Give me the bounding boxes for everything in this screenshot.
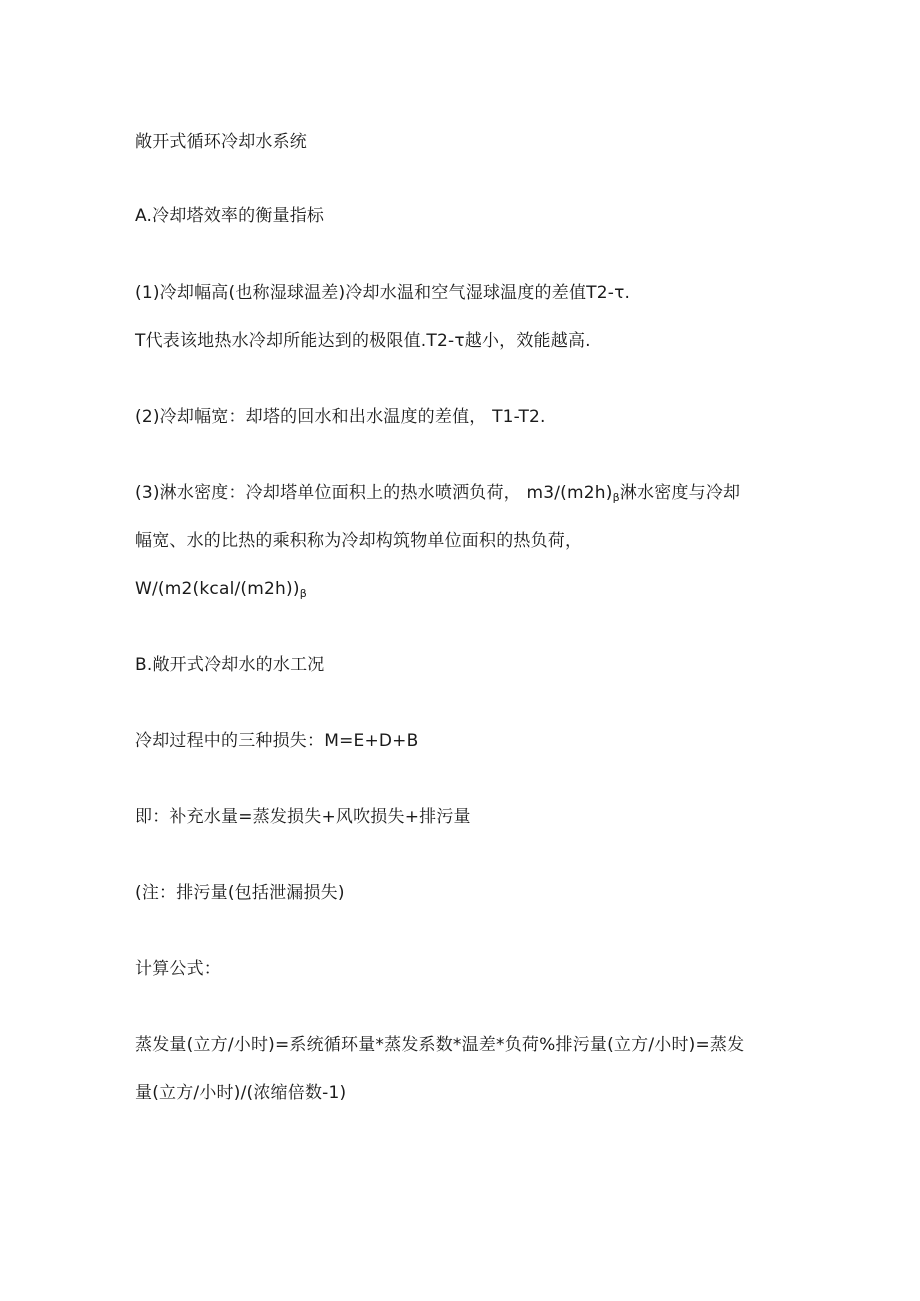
section-a-heading: A.冷却塔效率的衡量指标 <box>135 206 325 226</box>
item3-line3-main: W∕(m2(kcal∕(m2h)) <box>135 579 300 599</box>
item1-line1: (1)冷却幅高(也称湿球温差)冷却水温和空气湿球温度的差值T2-τ. <box>135 283 631 303</box>
note-text: (注：排污量(包括泄漏损失) <box>135 883 345 903</box>
losses-text: 冷却过程中的三种损失：M=E+D+B <box>135 731 419 751</box>
item2-text: (2)冷却幅宽：却塔的回水和出水温度的差值， T1-T2. <box>135 407 546 427</box>
meaning-text: 即：补充水量=蒸发损失+风吹损失+排污量 <box>135 807 471 827</box>
item3-line3 <box>135 578 307 605</box>
item3-line1 <box>135 482 740 509</box>
item3-line2: 幅宽、水的比热的乘积称为冷却构筑物单位面积的热负荷， <box>135 531 583 551</box>
item3-line3-subscript: β <box>299 587 307 600</box>
section-b-heading: B.敞开式冷却水的水工况 <box>135 655 325 675</box>
formula-label: 计算公式： <box>135 959 221 979</box>
item3-line1-tail: 淋水密度与冷却 <box>619 483 741 503</box>
item1-line2: T代表该地热水冷却所能达到的极限值.T2-τ越小，效能越高. <box>135 331 591 351</box>
formula-line1: 蒸发量(立方/小时)=系统循环量*蒸发系数*温差*负荷%排污量(立方/小时)=蒸发 <box>135 1035 745 1055</box>
formula-line2: 量(立方/小时)/(浓缩倍数-1) <box>135 1083 347 1103</box>
document-title: 敞开式循环冷却水系统 <box>135 132 307 152</box>
item3-line1-subscript: β <box>612 491 620 504</box>
item3-line1-main: (3)淋水密度：冷却塔单位面积上的热水喷洒负荷， m3∕(m2h) <box>135 483 613 503</box>
